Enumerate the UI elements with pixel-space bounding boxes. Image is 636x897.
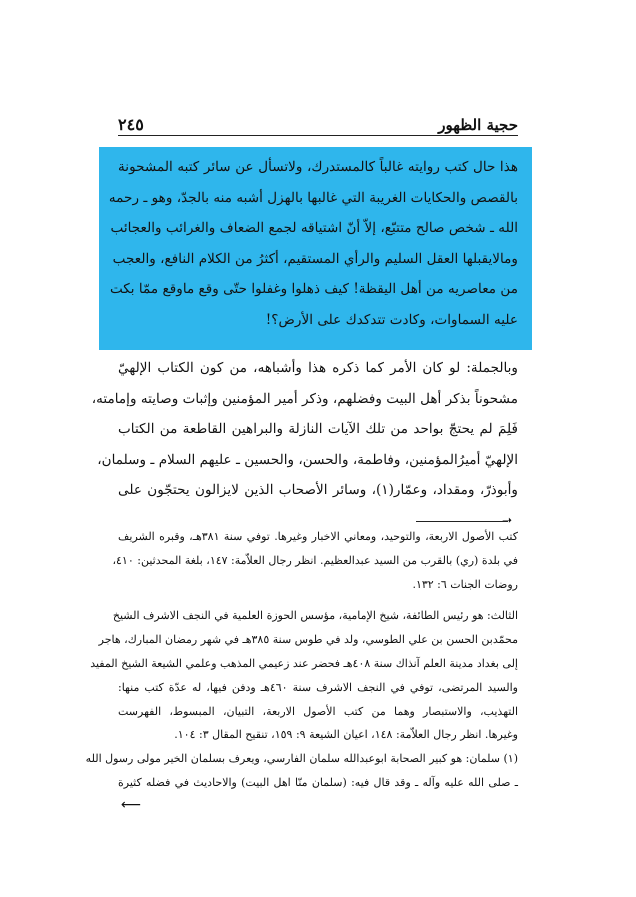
text-line: وبالجملة: لو كان الأمر كما ذكره هذا وأشباهه، من كون الكتاب الإلهيّ	[118, 360, 518, 376]
page-number: ٢٤٥	[118, 115, 144, 134]
footnote-line: الثالث: هو رئيس الطائفة، شيخ الإمامية، مؤسس الحوزة العلمية في النجف الاشرف الشيخ	[112, 609, 518, 623]
footnote-line: كتب الأصول الاربعة، والتوحيد، ومعاني الاخبار وغيرها. توفي سنة ٣٨١هـ، وقبره الشريف	[118, 530, 518, 543]
footnote-line: محمّدبن الحسن بن علي الطوسي، ولد في طوس سنة ٣٨٥هـ في شهر رمضان المبارك، هاجر	[98, 633, 518, 647]
footnote-line: روضات الجنات ٦: ١٣٢.	[412, 577, 518, 591]
arrow-left-icon: ⟵	[121, 797, 142, 813]
text-line: الإلهيّ أميرُالمؤمنين، وفاطمة، والحسن، والحسين ـ عليهم السلام ـ وسلمان،	[97, 451, 518, 468]
running-title: حجية الظهور	[438, 116, 518, 134]
header-rule	[118, 135, 518, 136]
footnote-line: والسيد المرتضى، توفي في النجف الاشرف سنة ٤٦٠هـ ودفن فيها، له عدّة كتب منها:	[118, 680, 518, 694]
footnote-line: إلى بغداد مدينة العلم آنذاك سنة ٤٠٨هـ فحضر عند زعيمي المذهب وعلمي الشيعة الشيخ المفيد	[90, 656, 518, 670]
text-line: مشحوناً بذكر أهل البيت وفضلهم، وذكر أمير المؤمنين وإثبات وصايته وإمامته،	[91, 390, 518, 407]
footnotes	[85, 525, 518, 795]
footnote-line: التهذيب، والاستبصار وهما من كتب الأصول الاربعة، التبيان، المبسوط، الفهرست	[118, 704, 518, 718]
text-line: وأبوذرّ، ومقداد، وعمّار(١)، وسائر الأصحاب الذين لايزالون يحتجّون على	[118, 482, 518, 499]
footnote-line: وغيرها. انظر رجال العلاّمة: ١٤٨، اعيان الشيعة ٩: ١٥٩، تنقيح المقال ٣: ١٠٤.	[174, 728, 518, 742]
text-line: فَلِمَ لم يحتجّ بواحد من تلك الآيات النازلة والبراهين القاطعة من الكتاب	[118, 421, 518, 438]
text-line: هذا حال كتب روايته غالباً كالمستدرك، ولاتسأل عن سائر كتبه المشحونة	[118, 159, 518, 175]
footnote-line: في بلدة (ري) بالقرب من السيد عبدالعظيم. انظر رجال العلاّمة: ١٤٧، بلغة المحدثين: ٤١٠،	[112, 553, 518, 567]
text-line: عليه السماوات، وكادت تتدكدك على الأرض؟!	[265, 311, 518, 328]
arrow-right-icon: ➝	[502, 513, 513, 527]
text-line: ومالايقبلها العقل السليم والرأي المستقيم، أكثرُ من الكلام النافع، والعجب	[112, 250, 518, 267]
footnote-separator	[416, 521, 508, 522]
running-header	[118, 104, 518, 134]
main-paragraph	[91, 353, 518, 506]
highlighted-paragraph	[108, 152, 518, 336]
text-line: بالقصص والحكايات الغريبة التي غالبها بالهزل أشبه منه بالجدّ، وهو ـ رحمه	[108, 189, 518, 206]
text-line: من معاصريه من أهل اليقظة! كيف ذهلوا وغفلوا حتّى وقع ماوقع ممّا بكت	[109, 281, 518, 298]
footnote-line: ـ صلى الله عليه وآله ـ وقد قال فيه: (سلمان منّا اهل البيت) والاحاديث في فضله كثيرة	[118, 775, 518, 789]
text-line: الله ـ شخص صالح متتبّع، إلاّ أنّ اشتياقه لجمع الضعاف والغرائب والعجائب	[110, 220, 518, 237]
footnote-line: (١) سلمان: هو كبير الصحابة ابوعبدالله سلمان الفارسي، ويعرف بسلمان الخير مولى رسول الله	[85, 752, 518, 766]
